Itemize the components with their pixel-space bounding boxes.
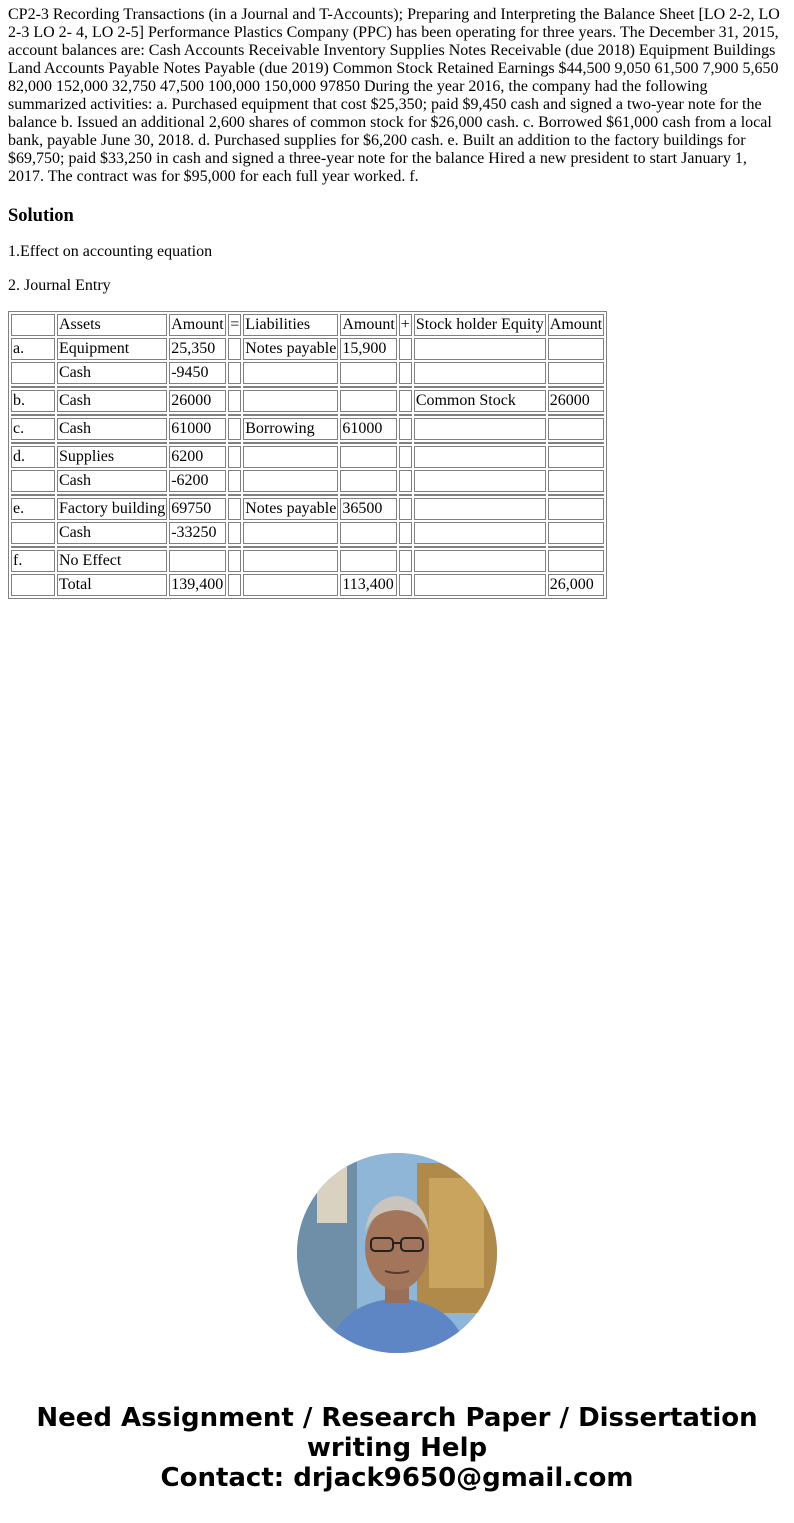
table-cell: 139,400 (169, 574, 226, 596)
table-cell: No Effect (57, 550, 167, 572)
table-cell (57, 494, 167, 496)
table-header-row (11, 314, 604, 336)
table-cell (414, 338, 546, 360)
table-separator-row (11, 442, 604, 444)
table-cell (399, 338, 412, 360)
table-cell: Cash (57, 390, 167, 412)
table-cell (243, 550, 338, 572)
table-cell (414, 550, 546, 572)
table-cell (243, 522, 338, 544)
table-cell (399, 414, 412, 416)
table-cell: Cash (57, 362, 167, 384)
table-cell: Amount (548, 314, 604, 336)
table-cell (228, 522, 241, 544)
table-cell: 6200 (169, 446, 226, 468)
table-separator-row (11, 546, 604, 548)
table-cell (414, 522, 546, 544)
table-cell (399, 386, 412, 388)
step-2-text: 2. Journal Entry (8, 277, 111, 294)
table-cell (228, 362, 241, 384)
table-cell: 61000 (169, 418, 226, 440)
table-cell (548, 414, 604, 416)
table-cell (243, 442, 338, 444)
table-cell: Cash (57, 522, 167, 544)
table-cell (169, 414, 226, 416)
table-cell (399, 418, 412, 440)
table-cell: -33250 (169, 522, 226, 544)
author-avatar (297, 1153, 497, 1353)
table-cell (228, 386, 241, 388)
table-cell (243, 494, 338, 496)
table-cell: f. (11, 550, 55, 572)
table-cell (399, 446, 412, 468)
table-cell (228, 470, 241, 492)
table-cell (11, 386, 55, 388)
table-cell (399, 574, 412, 596)
journal-entry-table (8, 311, 607, 599)
table-cell (414, 546, 546, 548)
table-row (11, 470, 604, 492)
table-cell (340, 546, 396, 548)
table-cell (340, 386, 396, 388)
table-cell (340, 470, 396, 492)
table-cell (340, 522, 396, 544)
table-cell (243, 390, 338, 412)
table-cell (399, 390, 412, 412)
table-row (11, 418, 604, 440)
table-cell (243, 414, 338, 416)
table-cell (340, 414, 396, 416)
table-cell (548, 470, 604, 492)
table-cell (228, 574, 241, 596)
table-cell (57, 442, 167, 444)
table-cell (399, 494, 412, 496)
table-cell: 36500 (340, 498, 396, 520)
table-cell (414, 498, 546, 520)
table-cell: Assets (57, 314, 167, 336)
table-cell (399, 470, 412, 492)
table-cell (169, 546, 226, 548)
table-cell (340, 390, 396, 412)
table-cell: Common Stock (414, 390, 546, 412)
table-cell (399, 550, 412, 572)
promo-line-2: writing Help (306, 1433, 488, 1463)
table-cell (414, 470, 546, 492)
table-cell: Factory building (57, 498, 167, 520)
table-row (11, 446, 604, 468)
table-cell (399, 498, 412, 520)
table-cell (11, 546, 55, 548)
table-cell (414, 414, 546, 416)
table-row (11, 574, 604, 596)
table-cell: 26000 (548, 390, 604, 412)
table-cell (340, 362, 396, 384)
table-cell: Liabilities (243, 314, 338, 336)
table-cell: Stock holder Equity (414, 314, 546, 336)
table-cell (228, 414, 241, 416)
table-cell (11, 414, 55, 416)
table-cell: 61000 (340, 418, 396, 440)
table-cell (340, 442, 396, 444)
table-cell (228, 498, 241, 520)
table-cell (228, 550, 241, 572)
table-cell (228, 390, 241, 412)
table-row (11, 362, 604, 384)
page-content (0, 0, 794, 599)
table-separator-row (11, 494, 604, 496)
table-cell: 113,400 (340, 574, 396, 596)
table-cell (228, 446, 241, 468)
table-cell (548, 362, 604, 384)
table-cell (11, 574, 55, 596)
table-cell: Amount (340, 314, 396, 336)
table-cell: + (399, 314, 412, 336)
table-cell (548, 498, 604, 520)
table-cell: 15,900 (340, 338, 396, 360)
table-cell (243, 362, 338, 384)
table-row (11, 522, 604, 544)
table-cell (548, 522, 604, 544)
table-cell (414, 362, 546, 384)
table-cell: d. (11, 446, 55, 468)
table-cell (399, 362, 412, 384)
table-cell (11, 362, 55, 384)
promo-banner (0, 1403, 794, 1493)
table-cell (414, 494, 546, 496)
table-cell (11, 470, 55, 492)
table-cell: Borrowing (243, 418, 338, 440)
table-cell (414, 442, 546, 444)
table-cell (414, 574, 546, 596)
table-cell: b. (11, 390, 55, 412)
table-cell: -9450 (169, 362, 226, 384)
table-cell (228, 418, 241, 440)
promo-line-1: Need Assignment / Research Paper / Dissertation (36, 1403, 758, 1433)
table-cell (399, 546, 412, 548)
table-cell (243, 446, 338, 468)
table-cell (340, 446, 396, 468)
table-cell (548, 494, 604, 496)
table-cell: Amount (169, 314, 226, 336)
table-cell (548, 418, 604, 440)
table-cell (548, 442, 604, 444)
table-cell: Equipment (57, 338, 167, 360)
table-cell: Notes payable (243, 498, 338, 520)
table-cell (228, 494, 241, 496)
table-cell (548, 386, 604, 388)
table-cell (57, 546, 167, 548)
table-cell (11, 494, 55, 496)
table-cell (228, 546, 241, 548)
table-cell (340, 550, 396, 572)
table-cell (11, 442, 55, 444)
table-cell (243, 546, 338, 548)
table-cell (228, 442, 241, 444)
table-row (11, 498, 604, 520)
table-separator-row (11, 414, 604, 416)
table-cell (548, 446, 604, 468)
table-cell: 26,000 (548, 574, 604, 596)
table-cell (548, 550, 604, 572)
table-cell (243, 574, 338, 596)
step-1-text: 1.Effect on accounting equation (8, 243, 213, 260)
table-cell (11, 522, 55, 544)
table-cell: 69750 (169, 498, 226, 520)
table-cell: 26000 (169, 390, 226, 412)
table-cell (414, 446, 546, 468)
promo-contact: Contact: drjack9650@gmail.com (160, 1463, 634, 1493)
table-cell (548, 546, 604, 548)
table-cell: Cash (57, 418, 167, 440)
table-cell (169, 494, 226, 496)
table-separator-row (11, 386, 604, 388)
solution-heading: Solution (8, 206, 74, 226)
table-cell: Cash (57, 470, 167, 492)
table-cell (169, 550, 226, 572)
table-cell: c. (11, 418, 55, 440)
table-cell (11, 314, 55, 336)
table-cell: = (228, 314, 241, 336)
table-cell (57, 386, 167, 388)
table-row (11, 338, 604, 360)
table-cell: Notes payable (243, 338, 338, 360)
table-cell: a. (11, 338, 55, 360)
table-row (11, 550, 604, 572)
table-cell: 25,350 (169, 338, 226, 360)
table-cell (228, 338, 241, 360)
table-cell (414, 418, 546, 440)
question-text: CP2-3 Recording Transactions (in a Journal and T-Accounts); Preparing and Interpreting the Balance Sheet [LO 2-2, LO 2-3 LO 2- 4, LO 2-5] Performance Plastics Company (PPC) has been operating for three years. The December 31, 2015, account balances are: Cash Accounts Receivable Inventory Supplies Notes Receivable (due 2018) Equipment Buildings Land Accounts Payable Notes Payable (due 2019) Common Stock Retained Earnings $44,500 9,050 61,500 7,900 5,650 82,000 152,000 32,750 47,500 100,000 150,000 97850 During the year 2016, the company had the following summarized activities: a. Purchased equipment that cost $25,350; paid $9,450 cash and signed a two-year note for the balance b. Issued an additional 2,600 shares of common stock for $26,000 cash. c. Borrowed $61,000 cash from a local bank, payable June 30, 2018. d. Purchased supplies for $6,200 cash. e. Built an addition to the factory buildings for $69,750; paid $33,250 in cash and signed a three-year note for the balance Hired a new president to start January 1, 2017. The contract was for $95,000 for each full year worked. f. (8, 6, 780, 185)
table-cell (548, 338, 604, 360)
table-cell (414, 386, 546, 388)
table-cell (57, 414, 167, 416)
table-cell: -6200 (169, 470, 226, 492)
table-cell (243, 386, 338, 388)
table-cell (169, 386, 226, 388)
table-cell (340, 494, 396, 496)
table-cell (399, 522, 412, 544)
table-cell: Total (57, 574, 167, 596)
table-cell (243, 470, 338, 492)
table-cell: Supplies (57, 446, 167, 468)
table-cell (399, 442, 412, 444)
table-row (11, 390, 604, 412)
table-cell: e. (11, 498, 55, 520)
table-cell (169, 442, 226, 444)
